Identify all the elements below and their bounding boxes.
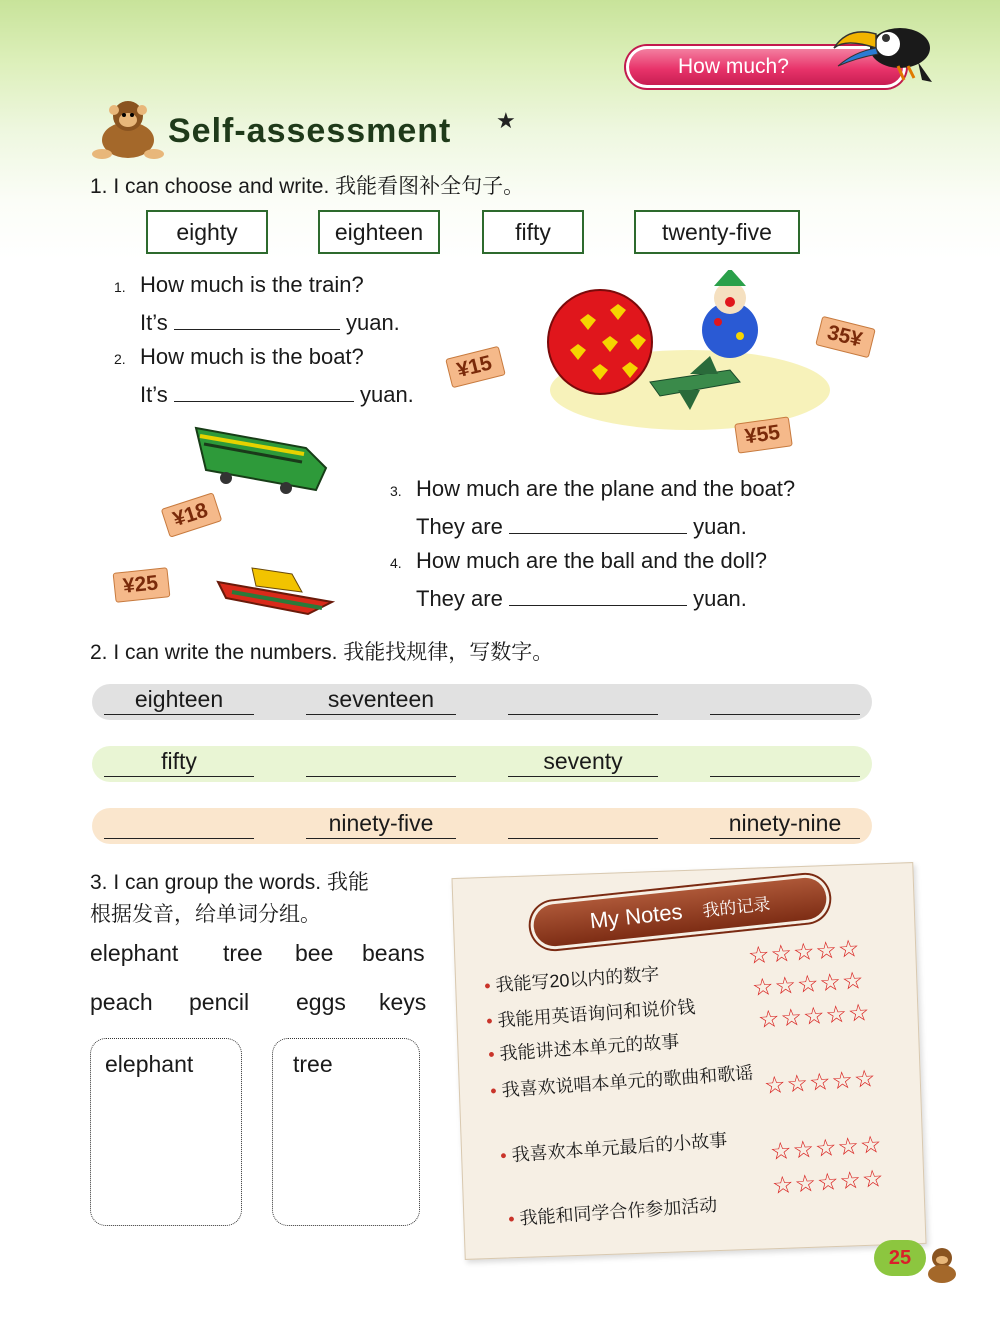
number-slot[interactable]: seventy <box>508 746 658 777</box>
number-slot[interactable]: eighteen <box>104 684 254 715</box>
word-item: peach <box>90 989 153 1015</box>
question-text: How much is the boat? <box>140 344 364 369</box>
note-text: 我喜欢本单元最后的小故事 <box>510 1130 728 1166</box>
bullet-icon: • <box>483 975 492 997</box>
answer-prefix: They are <box>416 586 503 611</box>
question-number: 2. <box>114 351 126 367</box>
answer-suffix: yuan. <box>345 310 400 335</box>
question-number: 3. <box>390 483 402 499</box>
word-item: tree <box>223 940 263 966</box>
group-label: elephant <box>105 1051 194 1077</box>
answer-prefix: It’s <box>140 382 168 407</box>
question-2 <box>114 339 414 413</box>
bullet-icon: • <box>499 1145 508 1166</box>
number-slot[interactable]: ninety-nine <box>710 808 860 839</box>
price-tag-train: ¥18 <box>161 492 223 538</box>
rating-stars[interactable]: ☆☆☆☆☆ <box>769 1131 884 1166</box>
group-box[interactable] <box>272 1038 420 1226</box>
word-bank-item: eighty <box>146 210 268 254</box>
number-slot[interactable] <box>508 684 658 715</box>
boat-illustration <box>212 552 342 618</box>
number-slot[interactable] <box>710 684 860 715</box>
question-number: 4. <box>390 555 402 571</box>
word-bank-item: twenty-five <box>634 210 800 254</box>
answer-blank[interactable] <box>174 379 354 402</box>
bullet-icon: • <box>507 1208 516 1230</box>
word-item: keys <box>379 989 427 1015</box>
question-1 <box>114 267 400 341</box>
number-slot[interactable]: seventeen <box>306 684 456 715</box>
toucan-icon <box>828 8 938 88</box>
toys-illustration <box>540 270 900 450</box>
number-slot[interactable] <box>306 746 456 777</box>
question-number: 1. <box>114 279 126 295</box>
word-bank-item: eighteen <box>318 210 440 254</box>
rating-stars[interactable]: ☆☆☆☆☆ <box>757 999 872 1034</box>
section3-heading-line2: 根据发音，给单词分组。 <box>90 903 321 926</box>
word-item: beans <box>362 940 425 966</box>
word-item: eggs <box>296 989 346 1015</box>
answer-suffix: yuan. <box>693 514 747 539</box>
number-slot[interactable] <box>508 808 658 839</box>
notes-title: My Notes <box>588 898 684 934</box>
section3-heading: 3. I can group the words. 我能 <box>90 871 369 894</box>
page-title: Self-assessment <box>168 112 452 150</box>
bullet-icon: • <box>487 1044 496 1065</box>
note-text: 我能讲述本单元的故事 <box>498 1031 680 1064</box>
answer-suffix: yuan. <box>693 586 747 611</box>
answer-blank[interactable] <box>174 307 340 330</box>
answer-suffix: yuan. <box>359 382 414 407</box>
price-tag-boat: ¥25 <box>113 567 171 603</box>
answer-blank[interactable] <box>509 511 687 534</box>
number-slot[interactable] <box>104 808 254 839</box>
section2-heading: 2. I can write the numbers. 我能找规律，写数字。 <box>90 641 554 664</box>
question-3 <box>390 471 795 545</box>
number-slot[interactable]: ninety-five <box>306 808 456 839</box>
note-text: 我能用英语询问和说价钱 <box>496 996 696 1031</box>
answer-prefix: They are <box>416 514 503 539</box>
unit-title: How much? <box>678 55 789 78</box>
number-slot[interactable]: fifty <box>104 746 254 777</box>
rating-stars[interactable]: ☆☆☆☆☆ <box>747 935 862 970</box>
answer-blank[interactable] <box>509 583 687 606</box>
price-tag-plane: ¥55 <box>734 416 793 453</box>
note-text: 我喜欢说唱本单元的歌曲和歌谣 <box>500 1062 754 1101</box>
price-tag-ball: ¥15 <box>445 346 506 388</box>
group-box[interactable] <box>90 1038 242 1226</box>
bullet-icon: • <box>485 1010 494 1032</box>
note-text: 我能和同学合作参加活动 <box>518 1194 718 1229</box>
section1-heading: 1. I can choose and write. 我能看图补全句子。 <box>90 175 525 198</box>
rating-stars[interactable]: ☆☆☆☆☆ <box>771 1165 886 1200</box>
number-slot[interactable] <box>710 746 860 777</box>
word-item: pencil <box>189 989 250 1015</box>
note-text: 我能写20以内的数字 <box>494 963 660 996</box>
question-text: How much is the train? <box>140 272 364 297</box>
answer-prefix: It’s <box>140 310 168 335</box>
question-text: How much are the ball and the doll? <box>416 548 767 573</box>
word-item: elephant <box>90 940 179 966</box>
price-tag-doll: 35¥ <box>815 316 876 358</box>
monkey-icon <box>88 96 168 162</box>
question-4 <box>390 543 767 617</box>
rating-stars[interactable]: ☆☆☆☆☆ <box>751 967 866 1002</box>
group-label: tree <box>293 1051 333 1077</box>
star-icon: ★ <box>496 108 516 133</box>
train-illustration <box>186 418 336 498</box>
bullet-icon: • <box>489 1080 498 1102</box>
question-text: How much are the plane and the boat? <box>416 476 796 501</box>
notes-title-cn: 我的记录 <box>701 894 772 921</box>
rating-stars[interactable]: ☆☆☆☆☆ <box>763 1065 878 1100</box>
page-number: 25 <box>874 1240 926 1276</box>
word-item: bee <box>295 940 334 966</box>
monkey-icon <box>922 1244 962 1284</box>
word-bank-item: fifty <box>482 210 584 254</box>
